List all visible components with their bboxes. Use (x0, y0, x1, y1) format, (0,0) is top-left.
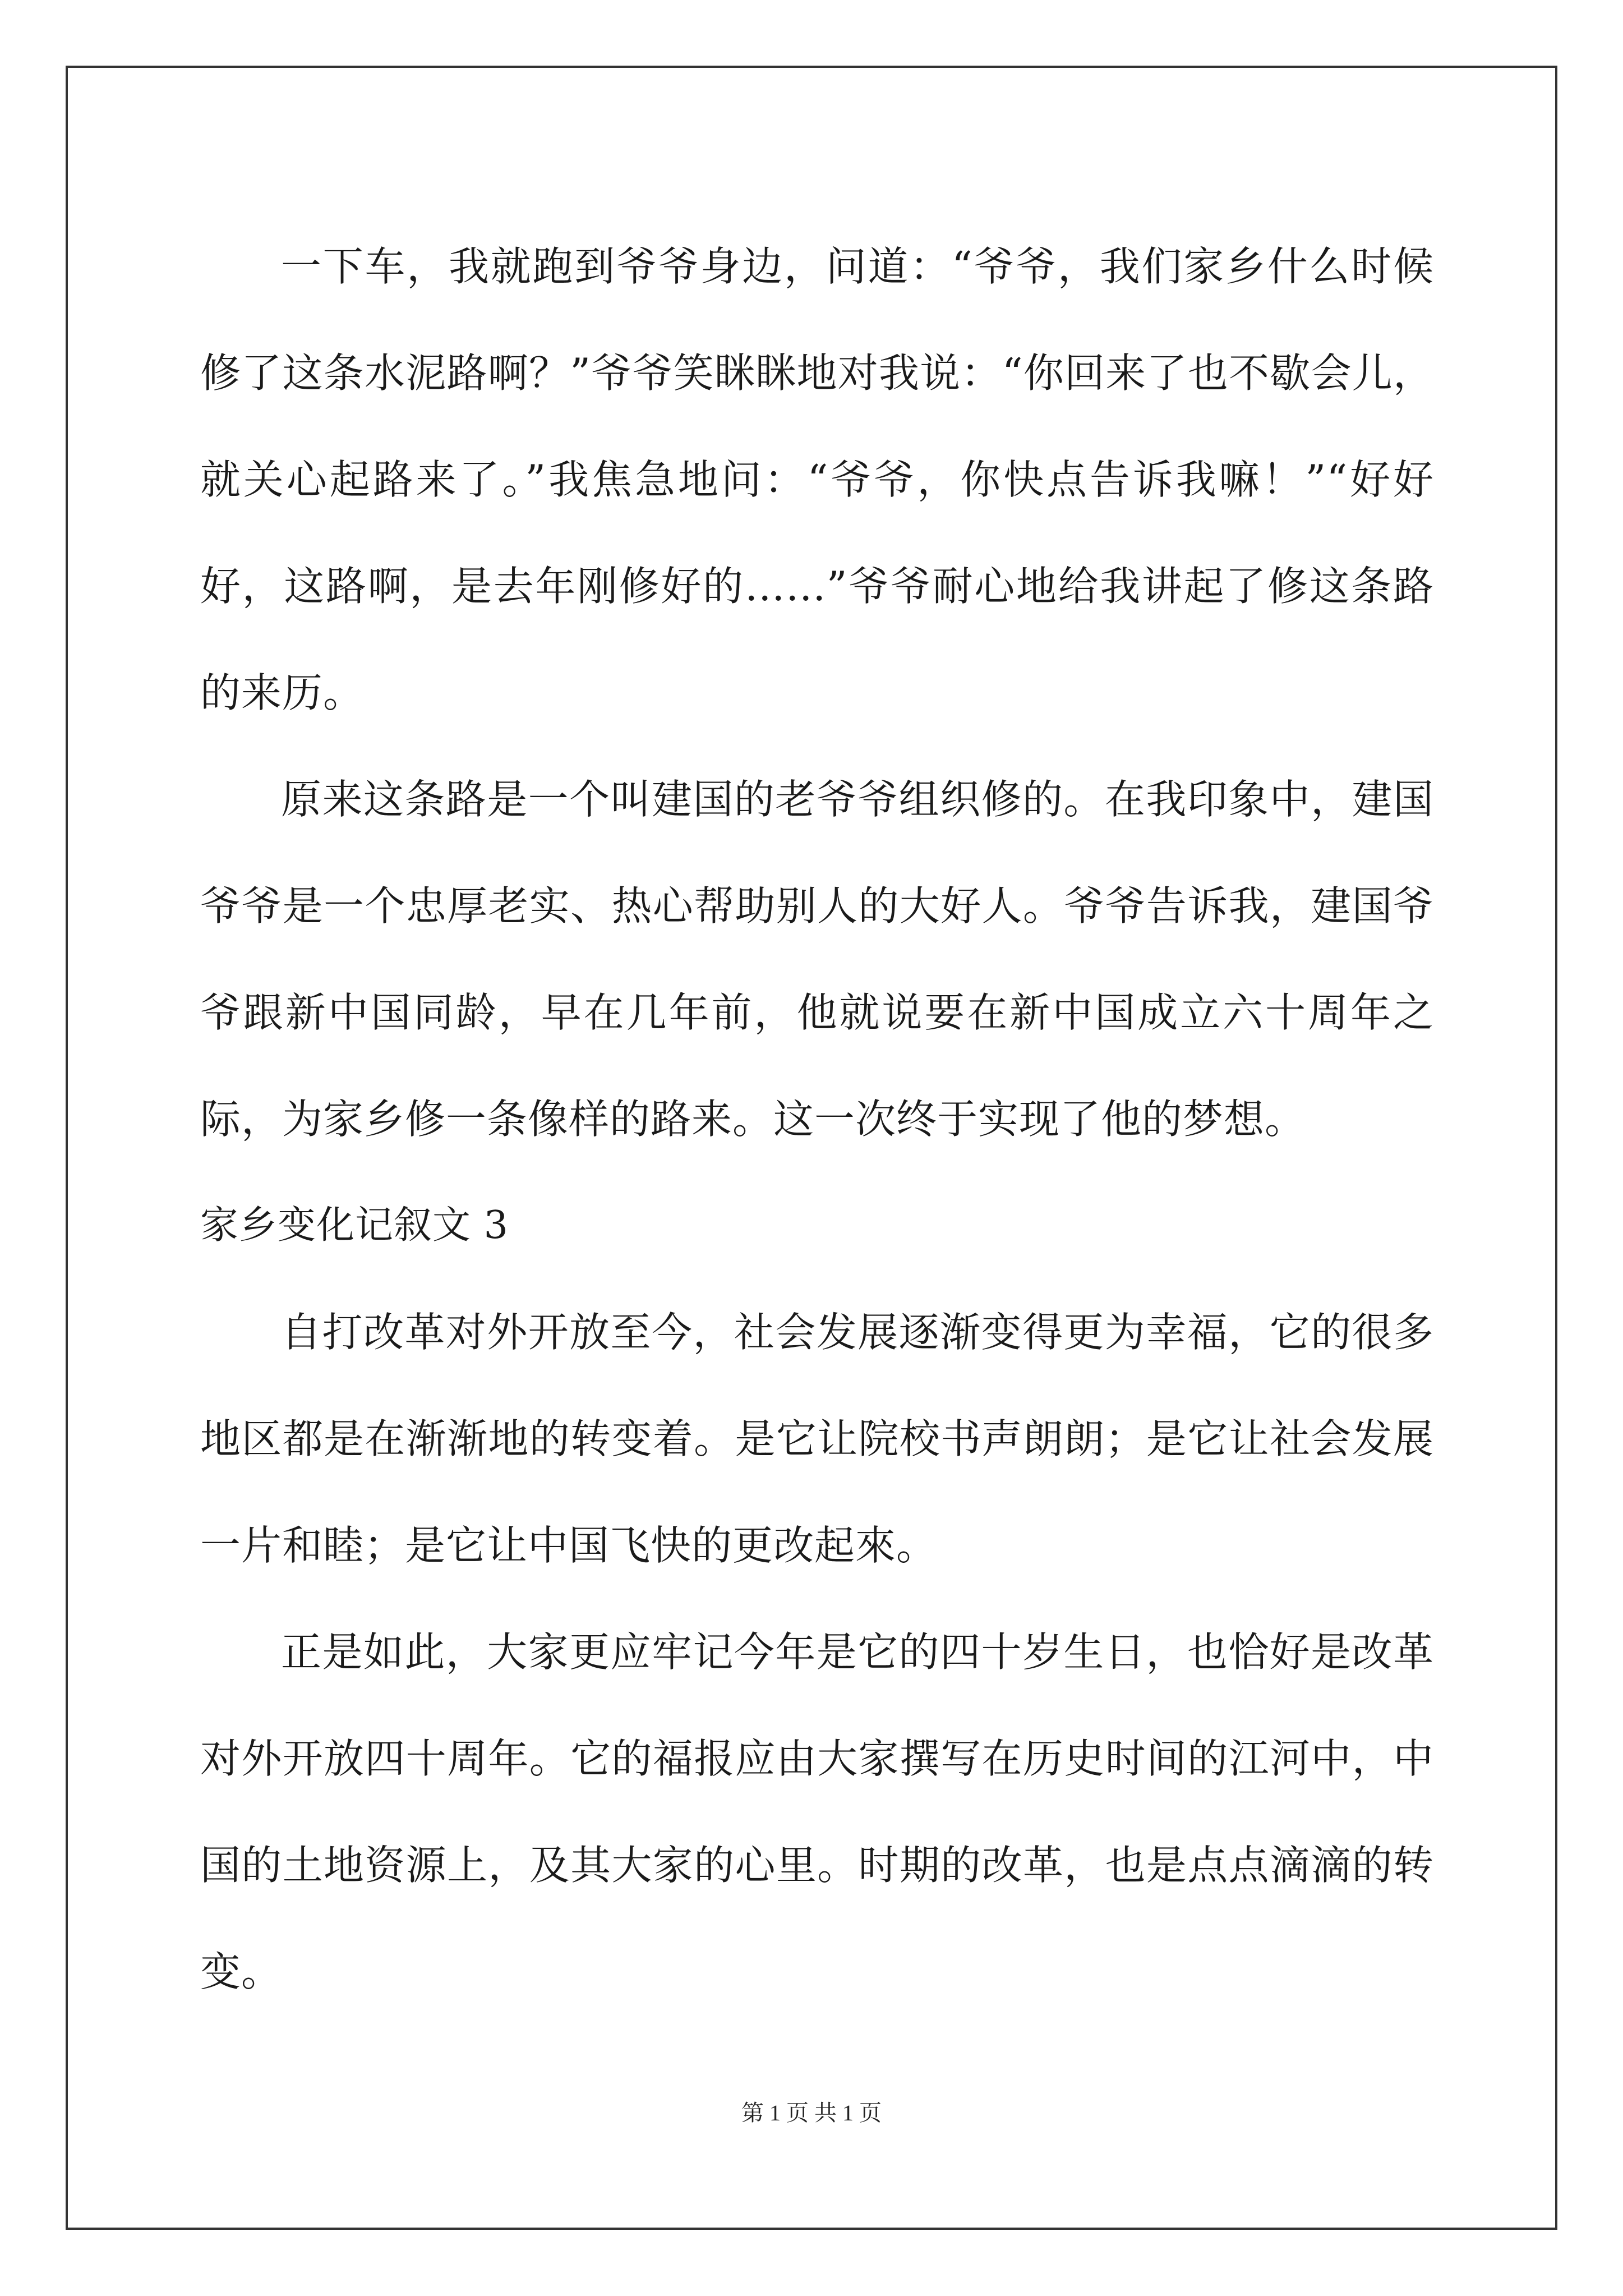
document-body (200, 213, 1434, 2025)
paragraph: 原来这条路是一个叫建国的老爷爷组织修的。在我印象中，建国爷爷是一个忠厚老实、热心帮助别人的大好人。爷爷告诉我，建国爷爷跟新中国同龄，早在几年前，他就说要在新中国成立六十周年之际，为家乡修一条像样的路来。这一次终于实现了他的梦想。 (200, 776, 1434, 1143)
section-title: 家乡变化记叙文 3 (200, 1203, 509, 1248)
paragraph: 自打改革对外开放至今，社会发展逐渐变得更为幸福，它的很多地区都是在渐渐地的转变着。是它让院校书声朗朗；是它让社会发展一片和睦；是它让中国飞快的更改起來。 (200, 1309, 1434, 1569)
paragraph: 一下车，我就跑到爷爷身边，问道：“爷爷，我们家乡什么时候修了这条水泥路啊？”爷爷笑眯眯地对我说：“你回来了也不歇会儿，就关心起路来了。”我焦急地问：“爷爷，你快点告诉我嘛！”“好好好，这路啊，是去年刚修好的……”爷爷耐心地给我讲起了修这条路的来历。 (200, 243, 1434, 716)
paragraph: 正是如此，大家更应牢记今年是它的四十岁生日，也恰好是改革对外开放四十周年。它的福报应由大家撰写在历史时间的江河中，中国的土地资源上，及其大家的心里。时期的改革，也是点点滴滴的转变。 (200, 1628, 1434, 1995)
page-footer: 第 1 页 共 1 页 (741, 2100, 882, 2125)
